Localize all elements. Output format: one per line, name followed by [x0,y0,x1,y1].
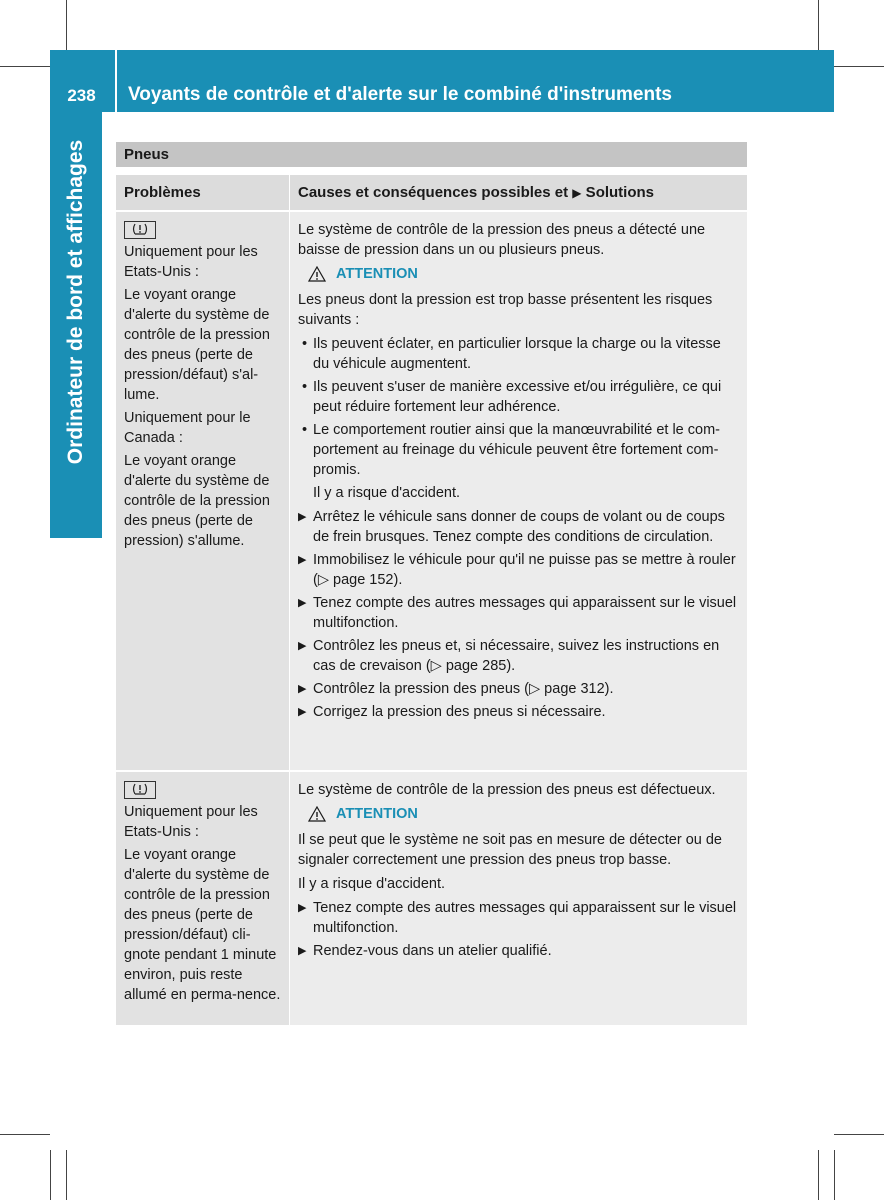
problem-text: Uniquement pour le Canada : [124,410,251,446]
action-step: ▶ Rendez-vous dans un atelier qualifié. [298,943,552,959]
problem-text: Uniquement pour les Etats-Unis : [124,244,258,280]
crop-mark [818,1150,819,1200]
page-number: 238 [67,86,96,105]
problem-text: Le voyant orange d'alerte du système de contrôle de la pression des pneus (perte de pression/défaut) s'al-lume. [124,287,270,403]
warning-text: Les pneus dont la pression est trop basse présentent les risques suivants : [298,292,713,328]
tire-pressure-warning-icon [124,781,156,799]
table-row [116,770,747,1025]
attention-heading [308,266,740,282]
column-header-problems: Problèmes [116,175,289,210]
tire-table [116,142,747,1025]
crop-mark [834,1150,835,1200]
problem-text: Le voyant orange d'alerte du système de contrôle de la pression des pneus (perte de pression) s'allume. [124,453,270,549]
warning-text: Il se peut que le système ne soit pas en mesure de détecter ou de signaler correctement une pression des pneus trop basse. [298,832,722,868]
crop-mark [66,1150,67,1200]
intro-text: Le système de contrôle de la pression des pneus a détecté une baisse de pression dans un ou plusieurs pneus. [298,222,706,258]
risk-bullet: • Ils peuvent éclater, en particulier lorsque la charge ou la vitesse du véhicule augmentent. [302,336,721,372]
crop-mark [50,1150,51,1200]
causes-cell [289,212,747,770]
crop-mark [66,0,67,50]
action-step: ▶ Corrigez la pression des pneus si nécessaire. [298,704,606,720]
problem-text: Uniquement pour les Etats-Unis : [124,804,258,840]
side-tab-label [50,112,102,492]
tire-pressure-icon [132,222,148,236]
header-divider [115,50,117,112]
risk-text: Il y a risque d'accident. [298,876,446,892]
section-title: Pneus [116,142,747,167]
crop-mark [834,1134,884,1135]
intro-text: Le système de contrôle de la pression des pneus est défectueux. [298,782,716,798]
table-row [116,210,747,770]
crop-mark [0,1134,50,1135]
action-step: ▶ Contrôlez les pneus et, si nécessaire, suivez les instructions en cas de crevaison (▷ page 285). [298,638,720,674]
risk-bullet: • Ils peuvent s'user de manière excessive et/ou irrégulière, ce qui peut réduire fortement leur adhérence. [302,379,722,415]
attention-label: ATTENTION [336,266,418,282]
risk-bullet: • Le comportement routier ainsi que la manœuvrabilité et le com-portement au freinage du véhicule peuvent être fortement com-promis. [302,422,720,478]
action-step: ▶ Tenez compte des autres messages qui apparaissent sur le visuel multifonction. [298,900,737,936]
column-header-causes: Causes et conséquences possibles et ▶ Solutions [289,175,747,210]
problem-text: Le voyant orange d'alerte du système de contrôle de la pression des pneus (perte de pression/défaut) cli-gnote pendant 1 minute environ, puis reste allumé en perma-nence. [124,847,281,1003]
action-step: ▶ Immobilisez le véhicule pour qu'il ne puisse pas se mettre à rouler (▷ page 152). [298,552,736,588]
attention-label: ATTENTION [336,806,418,822]
crop-mark [834,66,884,67]
causes-cell [289,772,747,1025]
tire-pressure-icon [132,782,148,796]
attention-heading [308,806,740,822]
warning-triangle-icon [308,266,326,282]
action-step: ▶ Contrôlez la pression des pneus (▷ page 312). [298,681,614,697]
side-tab-text: Ordinateur de bord et affichages [64,139,87,465]
page-title: Voyants de contrôle et d'alerte sur le combiné d'instruments [128,84,672,105]
crop-mark [0,66,50,67]
problems-cell [116,212,289,770]
action-step: ▶ Tenez compte des autres messages qui apparaissent sur le visuel multifonction. [298,595,737,631]
action-step: ▶ Arrêtez le véhicule sans donner de coups de volant ou de coups de frein brusques. Tenez compte des conditions de circulation. [298,509,725,545]
column-header-row [116,175,747,210]
risk-text: Il y a risque d'accident. [313,485,461,501]
warning-triangle-icon [308,806,326,822]
crop-mark [818,0,819,50]
problems-cell [116,772,289,1025]
tire-pressure-warning-icon [124,221,156,239]
